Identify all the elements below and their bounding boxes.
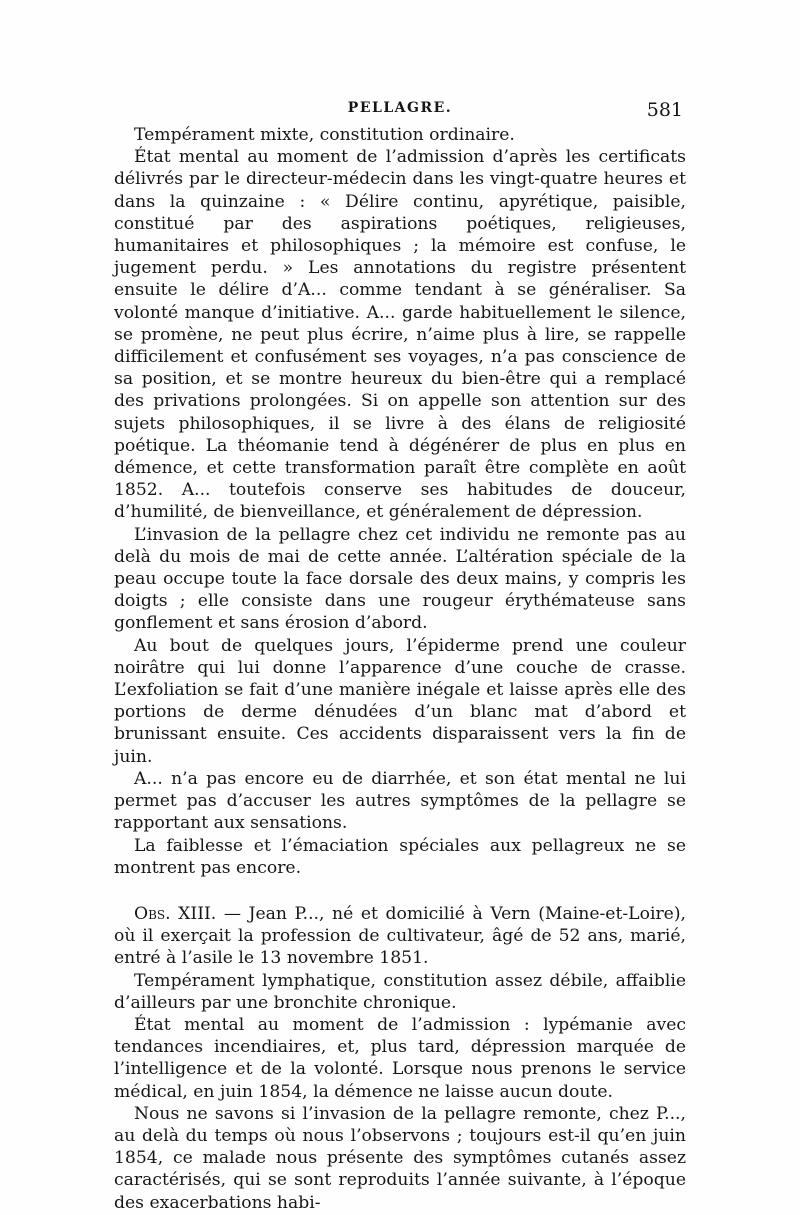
running-head	[115, 100, 685, 124]
running-title: PELLAGRE.	[347, 100, 453, 116]
page-number: 581	[646, 99, 683, 121]
paragraph-lymphatic: Tempérament lymphatique, constitution assez débile, affaiblie d’ailleurs par une bronchite chronique.	[114, 970, 686, 1013]
body-text	[114, 124, 686, 1214]
paragraph-temperament: Tempérament mixte, constitution ordinaire.	[134, 125, 515, 145]
paragraph-diarrhea: A... n’a pas encore eu de diarrhée, et son état mental ne lui permet pas d’accuser les autres symptômes de la pellagre se rapportant aux sensations.	[114, 768, 686, 834]
paragraph-invasion: L’invasion de la pellagre chez cet individu ne remonte pas au delà du mois de mai de cette année. L’altération spéciale de la peau occupe toute la face dorsale des deux mains, y compris les doigts ; elle consiste dans une rougeur érythémateuse sans gonflement et sans érosion d’abord.	[114, 524, 686, 634]
paragraph-epidermis: Au bout de quelques jours, l’épiderme prend une couleur noirâtre qui lui donne l’apparence d’une couche de crasse. L’exfoliation se fait d’une manière inégale et laisse après elle des portions de derme dénudées d’un blanc mat d’abord et brunissant ensuite. Ces accidents disparaissent vers la fin de juin.	[114, 635, 686, 767]
paragraph-mental-state: État mental au moment de l’admission d’après les certificats délivrés par le directeur-médecin dans les vingt-quatre heures et dans la quinzaine : « Délire continu, apyrétique, paisible, constitué par des aspirations poétiques, religieuses, humanitaires et philosophiques ; la mémoire est confuse, le jugement perdu. » Les annotations du registre présentent ensuite le délire d’A... comme tendant à se généraliser. Sa volonté manque d’initiative. A... garde habituellement le silence, se promène, ne peut plus écrire, n’aime plus à lire, se rappelle difficilement et confusément ses voyages, n’a pas conscience de sa position, et se montre heureux du bien-être qui a remplacé des privations prolongées. Si on appelle son attention sur des sujets philosophiques, il se livre à des élans de religiosité poétique. La théomanie tend à dégénérer de plus en plus en démence, et cette transformation paraît être complète en août 1852. A... toutefois conserve ses habitudes de douceur, d’humilité, de bienveillance, et généralement de dépression.	[114, 147, 686, 523]
observation-text: XIII. — Jean P..., né et domicilié à Vern (Maine-et-Loire), où il exerçait la profession de cultivateur, âgé de 52 ans, marié, entré à l’asile le 13 novembre 1851.	[114, 903, 686, 969]
paragraph-weakness: La faiblesse et l’émaciation spéciales aux pellagreux ne se montrent pas encore.	[114, 835, 686, 878]
observation-label: Obs.	[134, 903, 171, 924]
observation-heading	[114, 903, 686, 970]
paragraph-admission-state: État mental au moment de l’admission : lypémanie avec tendances incendiaires, et, plus tard, dépression marquée de l’intelligence et de la volonté. Lorsque nous prenons le service médical, en juin 1854, la démence ne laisse aucun doute.	[114, 1014, 686, 1102]
paragraph-invasion-p: Nous ne savons si l’invasion de la pellagre remonte, chez P..., au delà du temps où nous l’observons ; toujours est-il qu’en juin 1854, ce malade nous présente des symptômes cutanés assez caractérisés, qui se sont reproduits l’année suivante, à l’époque des exacerbations habi-	[114, 1103, 686, 1213]
